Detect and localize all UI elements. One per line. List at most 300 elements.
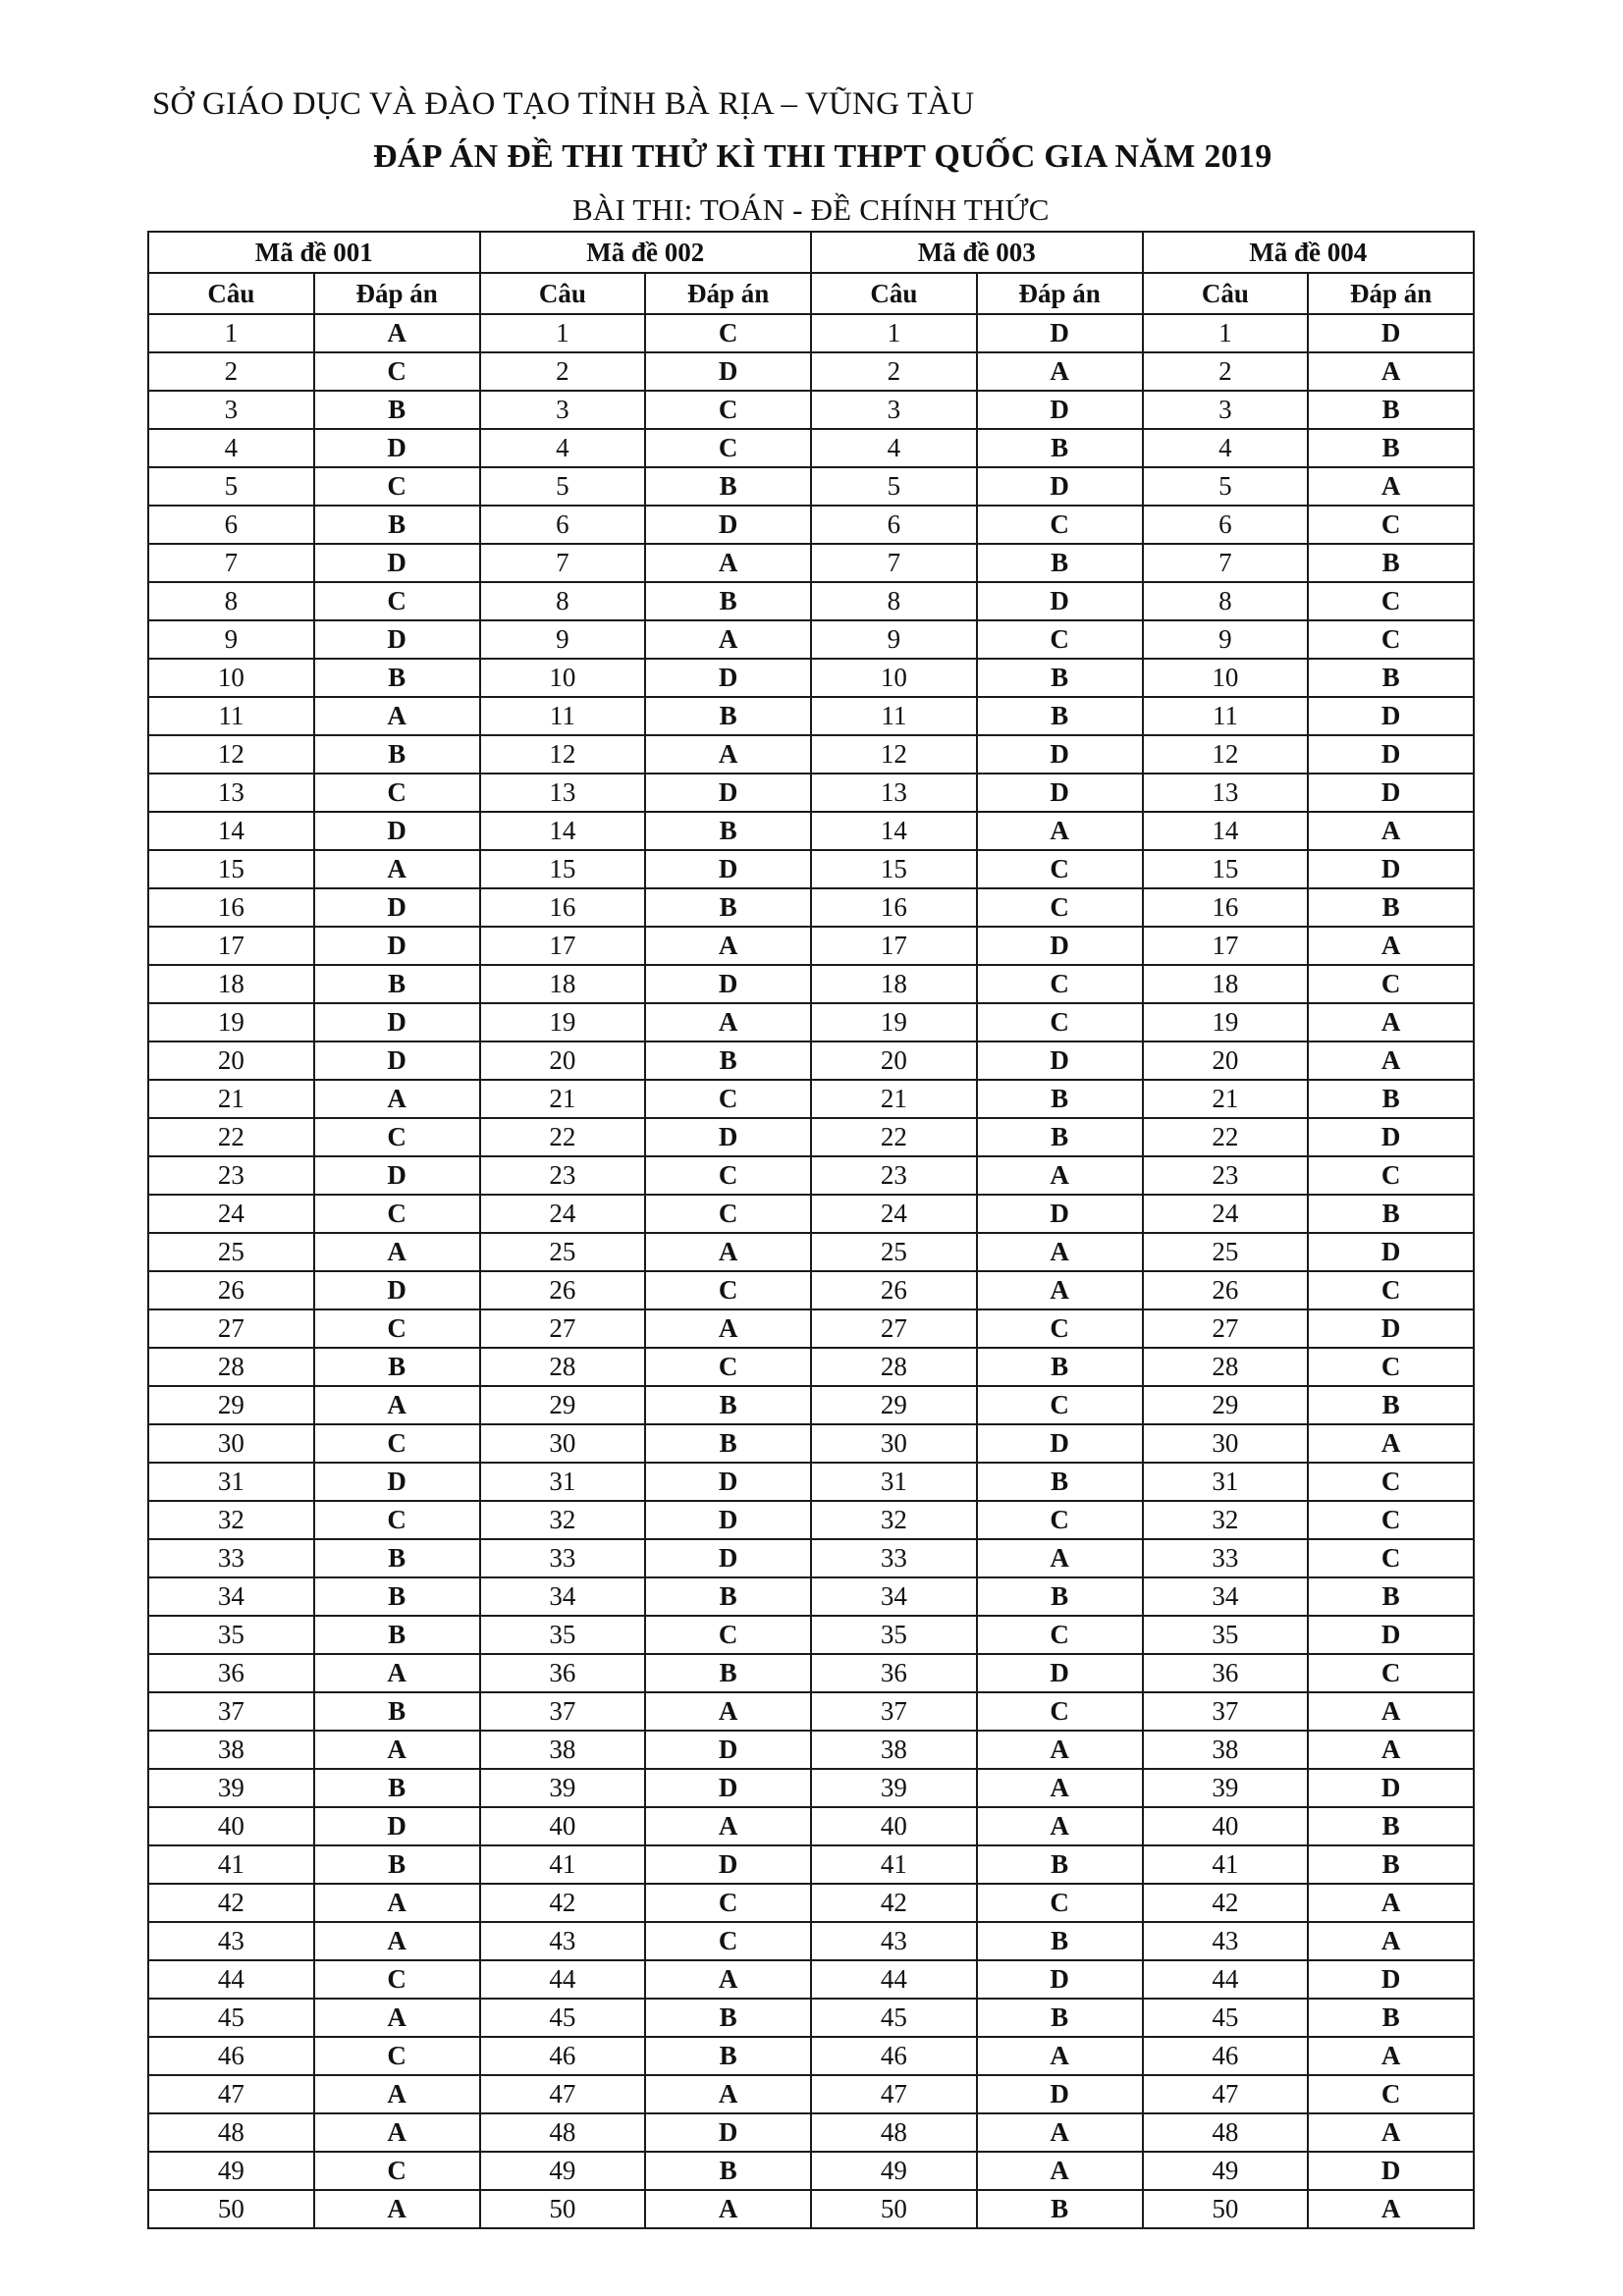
question-number: 35 — [1143, 1616, 1309, 1654]
exam-code-header: Mã đề 001 — [148, 232, 480, 273]
question-number: 36 — [148, 1654, 314, 1692]
question-number: 31 — [1143, 1463, 1309, 1501]
answer-cell: A — [314, 1386, 480, 1424]
question-number: 34 — [148, 1577, 314, 1616]
answer-cell: B — [1308, 1080, 1474, 1118]
answer-table-body — [148, 314, 1474, 2228]
question-number: 27 — [811, 1309, 977, 1348]
table-row — [148, 506, 1474, 544]
question-number: 49 — [811, 2152, 977, 2190]
answer-cell: A — [977, 1156, 1143, 1195]
answer-cell: A — [977, 2113, 1143, 2152]
question-number: 42 — [811, 1884, 977, 1922]
question-number: 13 — [811, 774, 977, 812]
question-number: 16 — [1143, 888, 1309, 927]
question-number: 23 — [811, 1156, 977, 1195]
table-row — [148, 582, 1474, 620]
question-number: 48 — [811, 2113, 977, 2152]
question-number: 11 — [1143, 697, 1309, 735]
question-number: 7 — [148, 544, 314, 582]
answer-cell: B — [977, 544, 1143, 582]
question-number: 17 — [148, 927, 314, 965]
table-row — [148, 1999, 1474, 2037]
question-number: 25 — [148, 1233, 314, 1271]
answer-cell: A — [1308, 2037, 1474, 2075]
table-row — [148, 1271, 1474, 1309]
question-column-header: Câu — [148, 273, 314, 314]
question-number: 50 — [148, 2190, 314, 2228]
answer-cell: B — [1308, 659, 1474, 697]
question-number: 1 — [811, 314, 977, 352]
answer-cell: B — [977, 429, 1143, 467]
exam-code-header-row — [148, 232, 1474, 273]
answer-cell: B — [977, 1463, 1143, 1501]
answer-cell: D — [977, 582, 1143, 620]
answer-cell: A — [645, 2075, 811, 2113]
answer-cell: A — [645, 620, 811, 659]
question-number: 10 — [480, 659, 646, 697]
table-row — [148, 1041, 1474, 1080]
question-number: 46 — [811, 2037, 977, 2075]
question-number: 6 — [480, 506, 646, 544]
question-number: 34 — [811, 1577, 977, 1616]
table-row — [148, 1960, 1474, 1999]
question-number: 37 — [1143, 1692, 1309, 1731]
question-number: 20 — [148, 1041, 314, 1080]
question-number: 10 — [1143, 659, 1309, 697]
question-number: 33 — [148, 1539, 314, 1577]
question-number: 31 — [811, 1463, 977, 1501]
table-row — [148, 1348, 1474, 1386]
question-number: 9 — [480, 620, 646, 659]
answer-cell: C — [645, 1156, 811, 1195]
answer-cell: D — [314, 1463, 480, 1501]
answer-cell: D — [1308, 735, 1474, 774]
question-number: 37 — [148, 1692, 314, 1731]
question-number: 45 — [148, 1999, 314, 2037]
answer-cell: C — [977, 850, 1143, 888]
question-column-header: Câu — [1143, 273, 1309, 314]
table-row — [148, 697, 1474, 735]
answer-cell: D — [314, 1041, 480, 1080]
question-number: 17 — [1143, 927, 1309, 965]
question-number: 44 — [480, 1960, 646, 1999]
question-number: 49 — [480, 2152, 646, 2190]
answer-cell: D — [645, 1118, 811, 1156]
answer-cell: A — [977, 1233, 1143, 1271]
answer-cell: A — [977, 2037, 1143, 2075]
answer-cell: B — [977, 2190, 1143, 2228]
answer-column-header: Đáp án — [314, 273, 480, 314]
question-number: 21 — [1143, 1080, 1309, 1118]
question-number: 34 — [1143, 1577, 1309, 1616]
question-number: 17 — [811, 927, 977, 965]
answer-cell: A — [645, 1309, 811, 1348]
question-number: 14 — [811, 812, 977, 850]
table-row — [148, 1463, 1474, 1501]
answer-cell: B — [314, 965, 480, 1003]
table-row — [148, 1884, 1474, 1922]
question-number: 10 — [811, 659, 977, 697]
question-number: 28 — [811, 1348, 977, 1386]
question-number: 33 — [1143, 1539, 1309, 1577]
table-row — [148, 1501, 1474, 1539]
question-number: 6 — [811, 506, 977, 544]
answer-cell: B — [977, 659, 1143, 697]
question-number: 41 — [1143, 1845, 1309, 1884]
answer-cell: A — [1308, 1692, 1474, 1731]
question-number: 18 — [148, 965, 314, 1003]
question-number: 46 — [148, 2037, 314, 2075]
answer-cell: A — [1308, 927, 1474, 965]
answer-cell: B — [977, 1577, 1143, 1616]
question-number: 27 — [148, 1309, 314, 1348]
question-number: 32 — [1143, 1501, 1309, 1539]
answer-cell: A — [1308, 812, 1474, 850]
question-number: 45 — [811, 1999, 977, 2037]
answer-cell: C — [314, 352, 480, 391]
answer-cell: A — [314, 1922, 480, 1960]
answer-cell: C — [977, 506, 1143, 544]
question-number: 14 — [148, 812, 314, 850]
answer-cell: D — [977, 735, 1143, 774]
table-row — [148, 1424, 1474, 1463]
answer-cell: C — [977, 620, 1143, 659]
question-number: 21 — [811, 1080, 977, 1118]
question-number: 32 — [148, 1501, 314, 1539]
answer-cell: D — [1308, 314, 1474, 352]
question-number: 22 — [811, 1118, 977, 1156]
answer-cell: A — [314, 2075, 480, 2113]
table-row — [148, 965, 1474, 1003]
question-number: 40 — [480, 1807, 646, 1845]
question-number: 20 — [1143, 1041, 1309, 1080]
answer-cell: B — [1308, 1999, 1474, 2037]
answer-cell: B — [977, 1999, 1143, 2037]
question-number: 36 — [1143, 1654, 1309, 1692]
question-number: 2 — [811, 352, 977, 391]
question-number: 8 — [811, 582, 977, 620]
answer-cell: B — [645, 2152, 811, 2190]
question-number: 11 — [148, 697, 314, 735]
question-number: 24 — [1143, 1195, 1309, 1233]
answer-cell: A — [314, 1884, 480, 1922]
answer-cell: D — [1308, 1960, 1474, 1999]
answer-cell: A — [314, 314, 480, 352]
answer-cell: D — [645, 1769, 811, 1807]
table-row — [148, 467, 1474, 506]
table-row — [148, 1195, 1474, 1233]
question-number: 5 — [148, 467, 314, 506]
answer-cell: C — [1308, 2075, 1474, 2113]
question-number: 40 — [148, 1807, 314, 1845]
table-row — [148, 735, 1474, 774]
answer-cell: D — [314, 429, 480, 467]
question-number: 35 — [148, 1616, 314, 1654]
question-number: 30 — [811, 1424, 977, 1463]
question-number: 10 — [148, 659, 314, 697]
table-row — [148, 1003, 1474, 1041]
question-number: 21 — [148, 1080, 314, 1118]
answer-cell: A — [977, 1769, 1143, 1807]
question-number: 5 — [811, 467, 977, 506]
answer-cell: A — [314, 697, 480, 735]
question-number: 35 — [480, 1616, 646, 1654]
question-number: 47 — [480, 2075, 646, 2113]
answer-cell: B — [1308, 544, 1474, 582]
answer-cell: B — [314, 1692, 480, 1731]
answer-cell: C — [977, 1501, 1143, 1539]
question-number: 18 — [811, 965, 977, 1003]
answer-cell: C — [645, 1884, 811, 1922]
answer-cell: C — [1308, 1271, 1474, 1309]
answer-cell: A — [977, 1807, 1143, 1845]
question-number: 17 — [480, 927, 646, 965]
question-number: 4 — [148, 429, 314, 467]
answer-cell: A — [645, 1233, 811, 1271]
answer-cell: D — [314, 1003, 480, 1041]
question-number: 23 — [148, 1156, 314, 1195]
answer-cell: A — [314, 1731, 480, 1769]
question-number: 25 — [811, 1233, 977, 1271]
answer-cell: D — [1308, 2152, 1474, 2190]
answer-cell: A — [977, 1731, 1143, 1769]
answer-cell: D — [645, 659, 811, 697]
question-number: 1 — [148, 314, 314, 352]
question-number: 3 — [1143, 391, 1309, 429]
answer-cell: D — [1308, 850, 1474, 888]
answer-cell: D — [977, 774, 1143, 812]
answer-cell: D — [645, 850, 811, 888]
answer-cell: C — [1308, 620, 1474, 659]
question-number: 34 — [480, 1577, 646, 1616]
question-number: 43 — [480, 1922, 646, 1960]
question-number: 41 — [811, 1845, 977, 1884]
question-number: 21 — [480, 1080, 646, 1118]
question-number: 48 — [480, 2113, 646, 2152]
answer-cell: B — [1308, 1845, 1474, 1884]
column-header-row — [148, 273, 1474, 314]
question-number: 11 — [811, 697, 977, 735]
answer-cell: C — [977, 965, 1143, 1003]
answer-cell: C — [314, 1960, 480, 1999]
answer-cell: B — [645, 1386, 811, 1424]
answer-cell: A — [645, 1003, 811, 1041]
question-number: 9 — [811, 620, 977, 659]
answer-cell: B — [645, 2037, 811, 2075]
question-number: 40 — [1143, 1807, 1309, 1845]
question-number: 6 — [148, 506, 314, 544]
answer-cell: C — [645, 1922, 811, 1960]
question-number: 24 — [148, 1195, 314, 1233]
answer-cell: B — [645, 1999, 811, 2037]
answer-cell: B — [314, 506, 480, 544]
question-number: 7 — [480, 544, 646, 582]
question-number: 35 — [811, 1616, 977, 1654]
question-number: 44 — [148, 1960, 314, 1999]
question-number: 24 — [480, 1195, 646, 1233]
answer-cell: B — [314, 1348, 480, 1386]
answer-cell: B — [314, 1769, 480, 1807]
answer-cell: B — [314, 735, 480, 774]
question-number: 44 — [811, 1960, 977, 1999]
answer-cell: B — [1308, 888, 1474, 927]
table-row — [148, 1922, 1474, 1960]
answer-cell: B — [645, 1654, 811, 1692]
question-number: 22 — [480, 1118, 646, 1156]
table-row — [148, 352, 1474, 391]
answer-cell: D — [645, 506, 811, 544]
answer-cell: C — [645, 1348, 811, 1386]
answer-cell: A — [1308, 1041, 1474, 1080]
question-number: 49 — [1143, 2152, 1309, 2190]
question-number: 16 — [811, 888, 977, 927]
answer-cell: D — [314, 1807, 480, 1845]
answer-cell: C — [977, 888, 1143, 927]
table-row — [148, 1769, 1474, 1807]
question-number: 16 — [480, 888, 646, 927]
question-number: 19 — [480, 1003, 646, 1041]
answer-cell: A — [314, 1233, 480, 1271]
question-number: 47 — [148, 2075, 314, 2113]
table-row — [148, 2075, 1474, 2113]
answer-cell: C — [645, 1080, 811, 1118]
table-row — [148, 659, 1474, 697]
answer-cell: B — [977, 1080, 1143, 1118]
answer-cell: A — [977, 812, 1143, 850]
question-number: 15 — [811, 850, 977, 888]
exam-code-header: Mã đề 004 — [1143, 232, 1475, 273]
answer-cell: C — [1308, 965, 1474, 1003]
table-row — [148, 1731, 1474, 1769]
table-row — [148, 2113, 1474, 2152]
question-number: 13 — [480, 774, 646, 812]
exam-code-header: Mã đề 002 — [480, 232, 812, 273]
question-number: 24 — [811, 1195, 977, 1233]
answer-cell: D — [977, 1195, 1143, 1233]
answer-cell: D — [977, 391, 1143, 429]
answer-cell: C — [314, 1309, 480, 1348]
answer-cell: D — [645, 1731, 811, 1769]
question-number: 31 — [480, 1463, 646, 1501]
question-number: 3 — [148, 391, 314, 429]
answer-cell: D — [645, 1501, 811, 1539]
table-row — [148, 1807, 1474, 1845]
question-number: 30 — [1143, 1424, 1309, 1463]
question-number: 45 — [480, 1999, 646, 2037]
answer-cell: C — [1308, 1501, 1474, 1539]
question-number: 50 — [811, 2190, 977, 2228]
table-row — [148, 2190, 1474, 2228]
question-number: 22 — [1143, 1118, 1309, 1156]
answer-cell: A — [977, 1539, 1143, 1577]
question-number: 39 — [480, 1769, 646, 1807]
question-number: 39 — [148, 1769, 314, 1807]
answer-cell: C — [645, 1616, 811, 1654]
answer-cell: D — [314, 1156, 480, 1195]
question-number: 15 — [480, 850, 646, 888]
question-number: 12 — [148, 735, 314, 774]
answer-cell: C — [645, 1195, 811, 1233]
table-row — [148, 1539, 1474, 1577]
answer-cell: C — [314, 2037, 480, 2075]
answer-cell: D — [1308, 1233, 1474, 1271]
answer-cell: A — [977, 2152, 1143, 2190]
question-number: 41 — [148, 1845, 314, 1884]
answer-cell: C — [1308, 1463, 1474, 1501]
answer-cell: D — [314, 1271, 480, 1309]
answer-cell: D — [645, 774, 811, 812]
answer-cell: A — [314, 850, 480, 888]
answer-cell: A — [1308, 1884, 1474, 1922]
question-number: 29 — [480, 1386, 646, 1424]
answer-cell: B — [314, 1539, 480, 1577]
question-number: 28 — [1143, 1348, 1309, 1386]
question-number: 42 — [1143, 1884, 1309, 1922]
question-number: 8 — [1143, 582, 1309, 620]
answer-cell: B — [977, 1348, 1143, 1386]
answer-key-table — [147, 231, 1475, 2229]
question-number: 25 — [480, 1233, 646, 1271]
answer-cell: D — [977, 467, 1143, 506]
answer-cell: D — [977, 1960, 1143, 1999]
question-number: 29 — [148, 1386, 314, 1424]
answer-cell: A — [645, 1692, 811, 1731]
answer-cell: C — [1308, 506, 1474, 544]
question-number: 7 — [1143, 544, 1309, 582]
question-number: 38 — [811, 1731, 977, 1769]
answer-cell: C — [977, 1003, 1143, 1041]
question-number: 4 — [480, 429, 646, 467]
answer-cell: B — [977, 1845, 1143, 1884]
answer-cell: A — [1308, 1731, 1474, 1769]
question-number: 9 — [1143, 620, 1309, 659]
question-number: 20 — [811, 1041, 977, 1080]
question-number: 48 — [1143, 2113, 1309, 2152]
table-row — [148, 1692, 1474, 1731]
question-number: 7 — [811, 544, 977, 582]
question-number: 13 — [1143, 774, 1309, 812]
answer-cell: C — [1308, 1156, 1474, 1195]
answer-cell: D — [977, 1654, 1143, 1692]
answer-cell: B — [314, 1577, 480, 1616]
answer-cell: C — [645, 314, 811, 352]
question-number: 3 — [480, 391, 646, 429]
question-column-header: Câu — [811, 273, 977, 314]
question-number: 48 — [148, 2113, 314, 2152]
question-number: 26 — [1143, 1271, 1309, 1309]
question-number: 5 — [1143, 467, 1309, 506]
question-number: 19 — [811, 1003, 977, 1041]
answer-cell: A — [1308, 2113, 1474, 2152]
answer-cell: C — [977, 1616, 1143, 1654]
table-row — [148, 2037, 1474, 2075]
answer-cell: C — [314, 582, 480, 620]
answer-cell: D — [314, 888, 480, 927]
table-row — [148, 774, 1474, 812]
table-row — [148, 888, 1474, 927]
answer-cell: D — [314, 812, 480, 850]
question-number: 38 — [148, 1731, 314, 1769]
table-row — [148, 314, 1474, 352]
question-number: 18 — [1143, 965, 1309, 1003]
question-number: 47 — [811, 2075, 977, 2113]
answer-cell: D — [977, 927, 1143, 965]
table-row — [148, 1233, 1474, 1271]
answer-cell: A — [1308, 467, 1474, 506]
question-number: 22 — [148, 1118, 314, 1156]
answer-cell: B — [1308, 1577, 1474, 1616]
